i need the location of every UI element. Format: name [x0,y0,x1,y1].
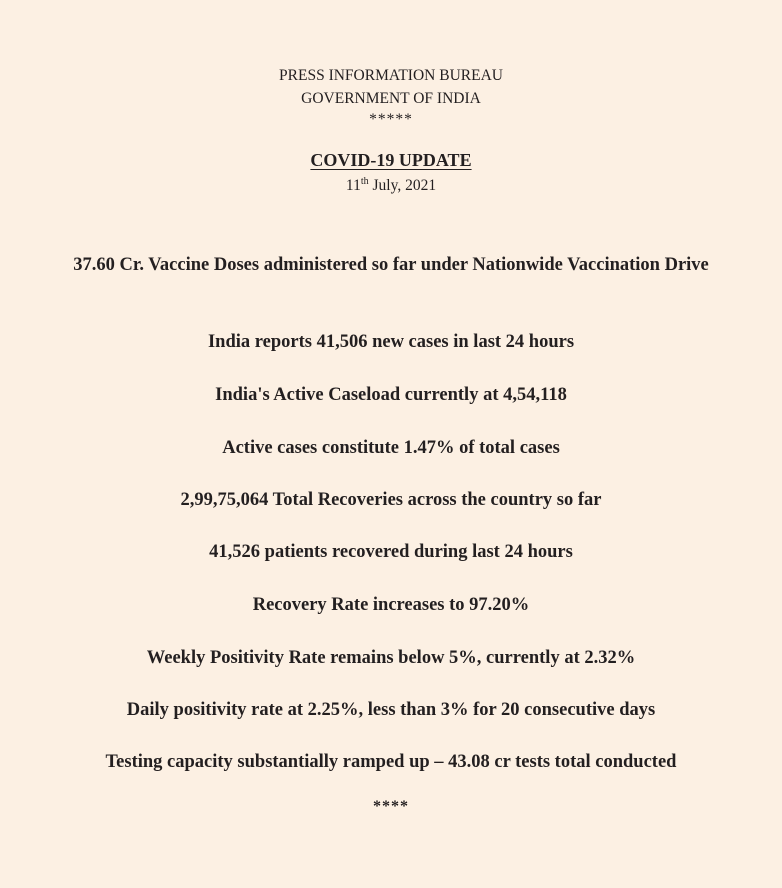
date-suffix: th [360,176,369,187]
highlight-active-caseload: India's Active Caseload currently at 4,54,118 [215,385,567,405]
header-government: GOVERNMENT OF INDIA [301,90,481,107]
highlight-recovery-rate: Recovery Rate increases to 97.20% [252,595,530,615]
highlight-weekly-positivity: Weekly Positivity Rate remains below 5%, currently at 2.32% [146,648,636,668]
header-separator: ***** [369,111,413,128]
header-org: PRESS INFORMATION BUREAU [279,67,503,84]
highlight-testing-capacity: Testing capacity substantially ramped up – 43.08 cr tests total conducted [105,752,677,772]
page-title [0,150,782,171]
page-title-text: COVID-19 UPDATE [310,150,472,170]
date-rest: July, 2021 [368,177,437,194]
highlight-active-percentage: Active cases constitute 1.47% of total cases [222,438,560,458]
highlight-total-recoveries: 2,99,75,064 Total Recoveries across the country so far [180,490,602,510]
highlight-vaccine-doses: 37.60 Cr. Vaccine Doses administered so far under Nationwide Vaccination Drive [73,255,709,275]
date-day: 11 [345,177,361,194]
highlight-daily-positivity: Daily positivity rate at 2.25%, less than 3% for 20 consecutive days [126,700,656,720]
release-date [0,177,782,195]
end-separator: **** [373,798,409,815]
highlight-recovered-24h: 41,526 patients recovered during last 24 hours [209,542,573,562]
highlight-new-cases: India reports 41,506 new cases in last 24 hours [207,332,575,352]
